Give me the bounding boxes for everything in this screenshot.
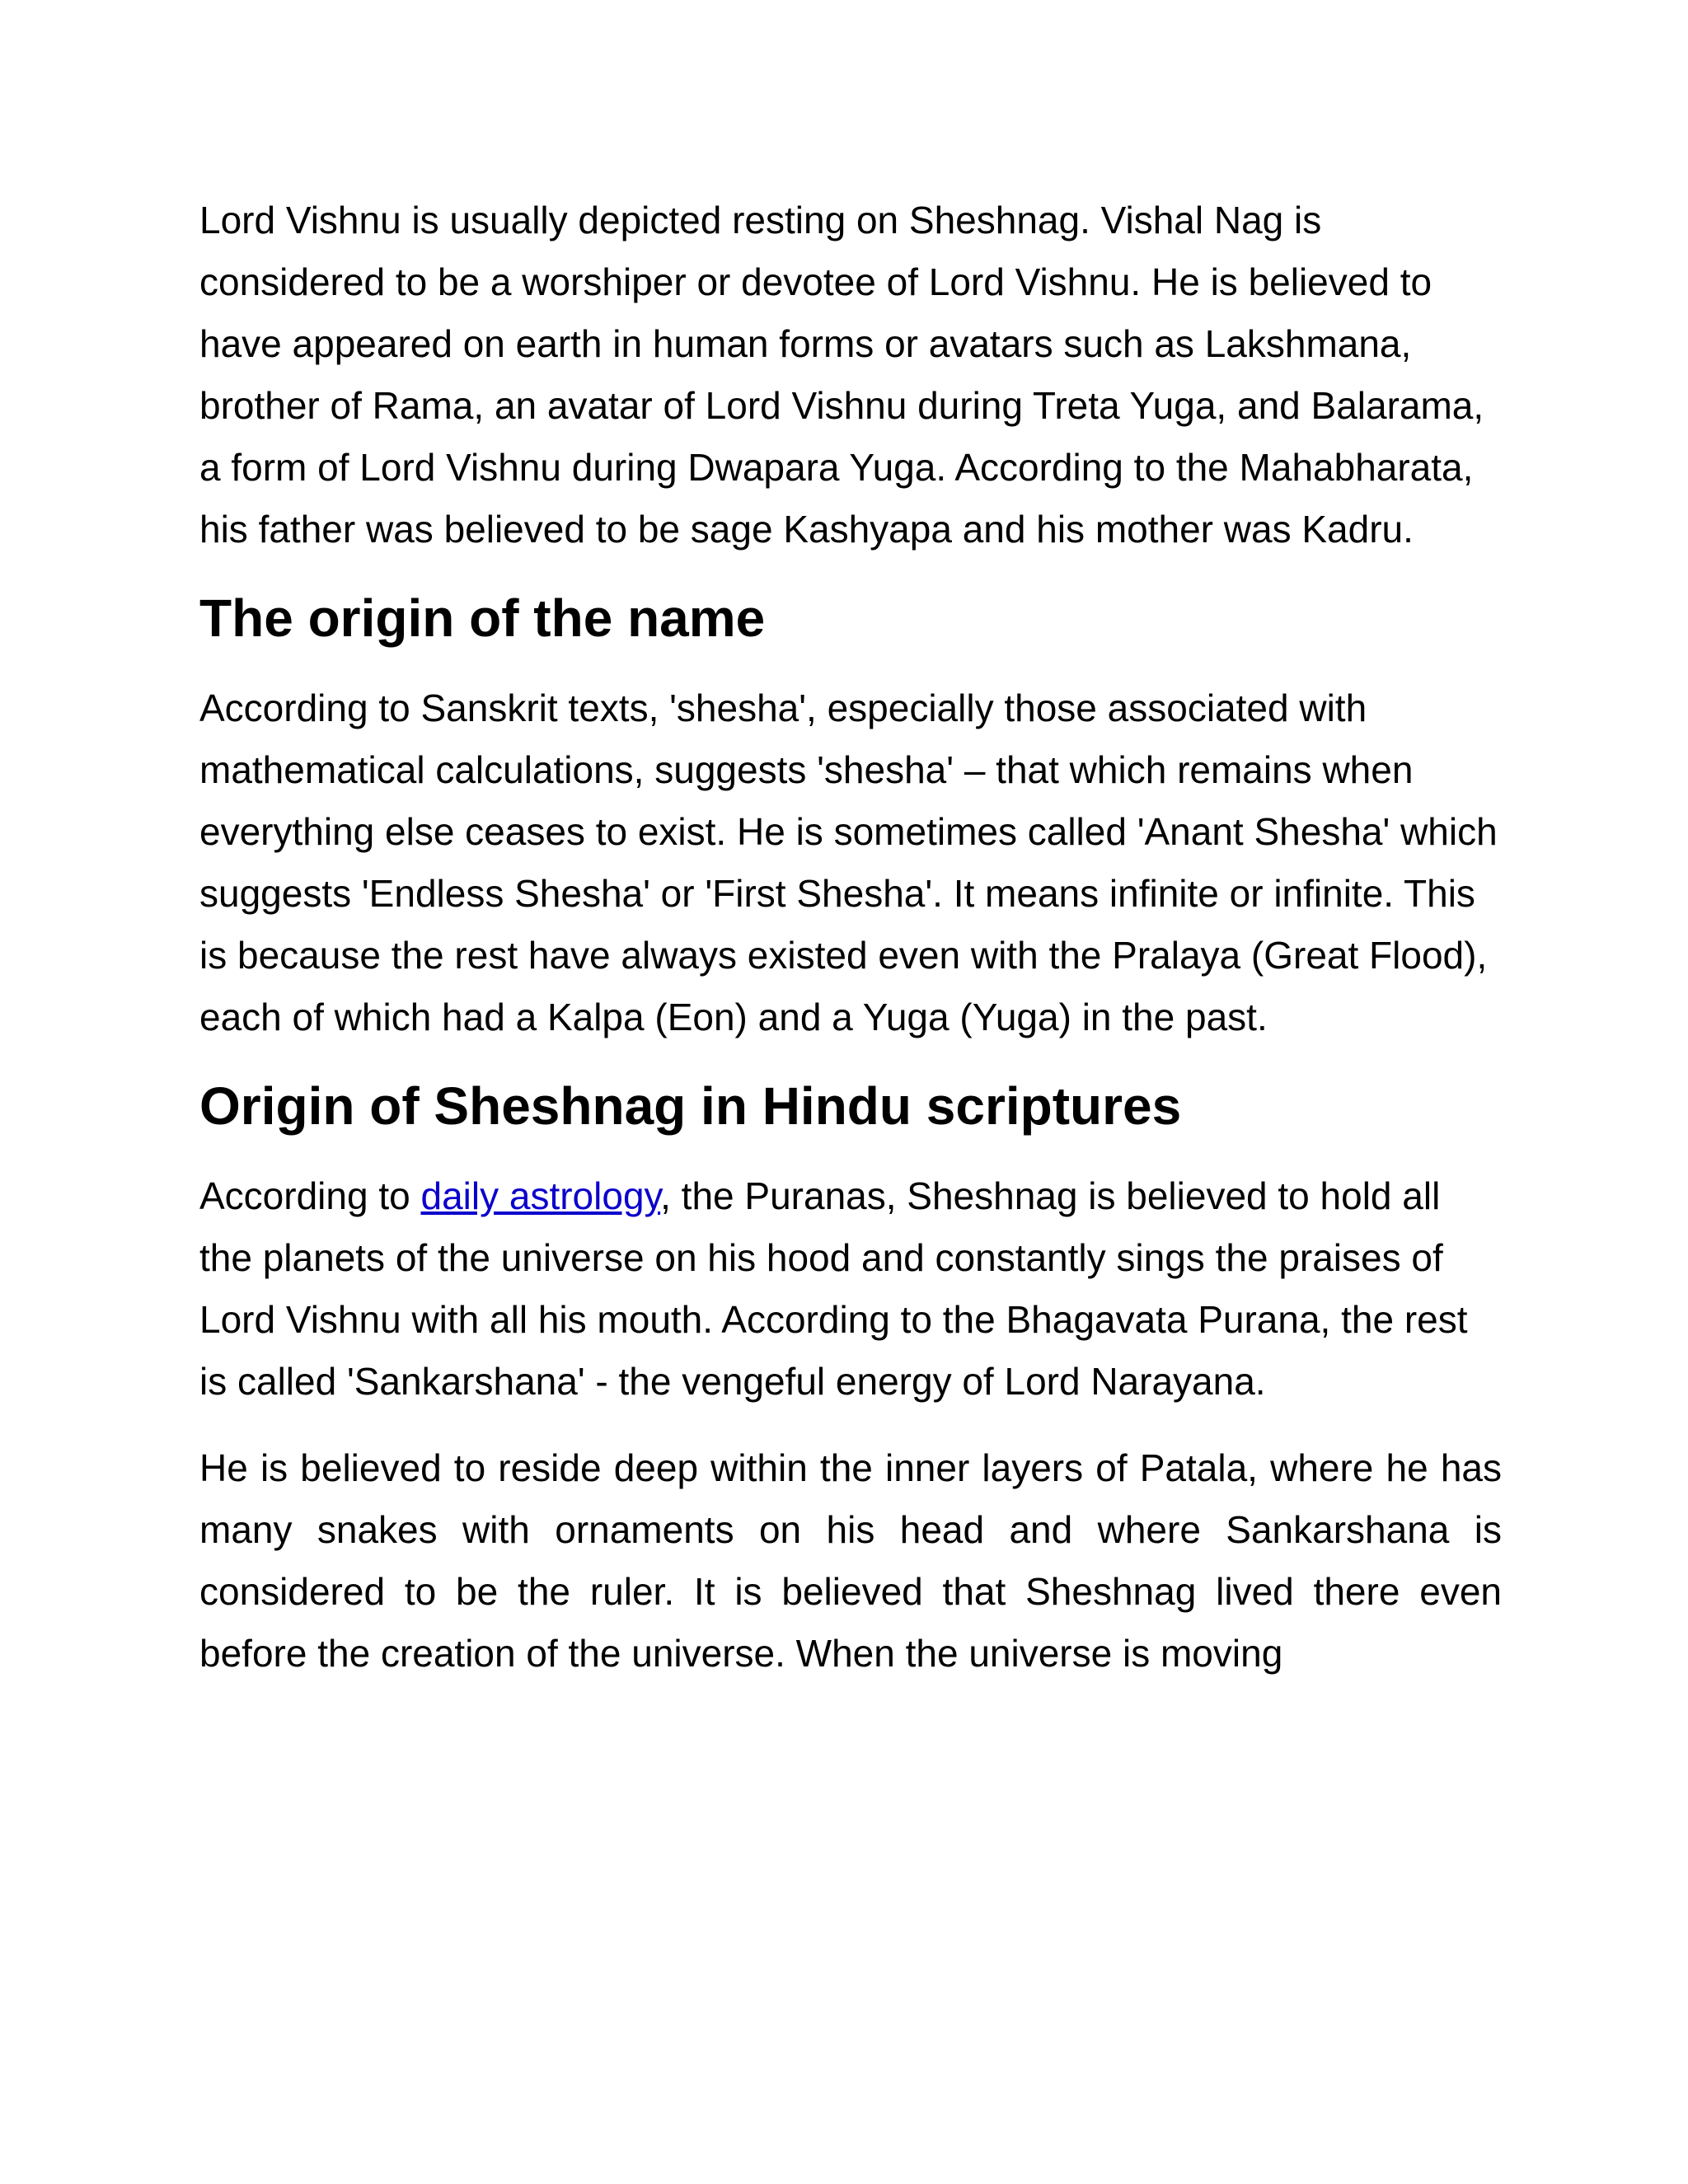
name-origin-paragraph: According to Sanskrit texts, 'shesha', especially those associated with mathematical calculations, suggests 'shesha' – that which remains when everything else ceases to exist. He is sometimes called 'Anant Shesha' which suggests 'Endless Shesha' or 'First Shesha'. It means infinite or infinite. This is because the rest have always existed even with the Pralaya (Great Flood), each of which had a Kalpa (Eon) and a Yuga (Yuga) in the past.	[199, 687, 1498, 1038]
scripture-text-before-link: According to	[199, 1174, 421, 1217]
scripture-text-after-link: , the Puranas, Sheshnag is believed to hold all the planets of the universe on his hood and constantly sings the praises of Lord Vishnu with all his mouth. According to the Bhagavata Purana, the rest is called 'Sankarshana' - the vengeful energy of Lord Narayana.	[199, 1174, 1468, 1403]
daily-astrology-link[interactable]: daily astrology	[420, 1174, 661, 1217]
patala-paragraph: He is believed to reside deep within the inner layers of Patala, where he has many snakes with ornaments on his head and where Sankarshana is considered to be the ruler. It is believed that Sheshnag lived there even before the creation of the universe. When the universe is moving	[199, 1446, 1502, 1675]
section-heading-scriptures: Origin of Sheshnag in Hindu scriptures	[199, 1076, 1182, 1136]
section-heading-name-origin: The origin of the name	[199, 588, 766, 648]
scripture-paragraph	[199, 1165, 1502, 1413]
document-body	[199, 190, 1502, 1709]
intro-paragraph: Lord Vishnu is usually depicted resting on Sheshnag. Vishal Nag is considered to be a worshiper or devotee of Lord Vishnu. He is believed to have appeared on earth in human forms or avatars such as Lakshmana, brother of Rama, an avatar of Lord Vishnu during Treta Yuga, and Balarama, a form of Lord Vishnu during Dwapara Yuga. According to the Mahabharata, his father was believed to be sage Kashyapa and his mother was Kadru.	[199, 199, 1484, 551]
